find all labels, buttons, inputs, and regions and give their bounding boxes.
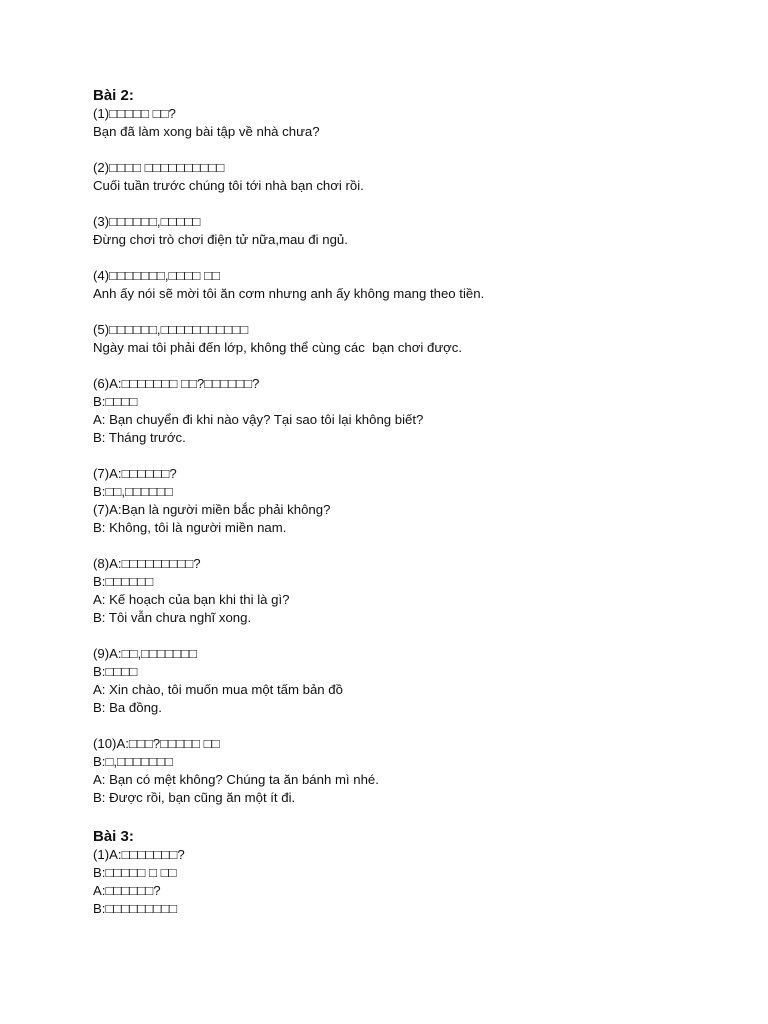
section-heading: Bài 2: <box>93 87 134 104</box>
exercise-line: B:□□□□□□□□□ <box>93 901 178 916</box>
exercise-line: B: Được rồi, bạn cũng ăn một ít đi. <box>93 790 296 805</box>
exercise-line: (5)□□□□□□,□□□□□□□□□□□ <box>93 322 249 337</box>
exercise-line: A: Bạn chuyển đi khi nào vậy? Tại sao tôi lại không biết? <box>93 412 424 427</box>
exercise-line: Bạn đã làm xong bài tập về nhà chưa? <box>93 124 320 139</box>
exercise-item <box>93 735 733 807</box>
exercise-list <box>93 846 733 918</box>
exercise-line: A: Bạn có mệt không? Chúng ta ăn bánh mì nhé. <box>93 772 379 787</box>
exercise-item <box>93 159 733 195</box>
exercise-line: (7)A:□□□□□□? <box>93 466 177 481</box>
exercise-line: (4)□□□□□□□,□□□□ □□ <box>93 268 220 283</box>
exercise-line: (2)□□□□ □□□□□□□□□□ <box>93 160 225 175</box>
exercise-line: B:□,□□□□□□□ <box>93 754 173 769</box>
exercise-line: (10)A:□□□?□□□□□ □□ <box>93 736 220 751</box>
exercise-line: B: Tháng trước. <box>93 430 186 445</box>
exercise-line: A: Kế hoạch của bạn khi thi là gì? <box>93 592 290 607</box>
exercise-item <box>93 105 733 141</box>
exercise-item <box>93 465 733 537</box>
exercise-line: B: Không, tôi là người miền nam. <box>93 520 287 535</box>
document-content <box>93 86 733 918</box>
exercise-line: A: Xin chào, tôi muốn mua một tấm bản đồ <box>93 682 343 697</box>
exercise-line: (8)A:□□□□□□□□□? <box>93 556 201 571</box>
exercise-line: A:□□□□□□? <box>93 883 161 898</box>
exercise-line: B:□□,□□□□□□ <box>93 484 173 499</box>
exercise-line: (9)A:□□,□□□□□□□ <box>93 646 197 661</box>
section-bai-2 <box>93 86 733 807</box>
exercise-line: B:□□□□□ □ □□ <box>93 865 177 880</box>
exercise-item <box>93 375 733 447</box>
exercise-line: Anh ấy nói sẽ mời tôi ăn cơm nhưng anh ấy không mang theo tiền. <box>93 286 485 301</box>
exercise-line: B:□□□□ <box>93 664 138 679</box>
exercise-line: B: Tôi vẫn chưa nghĩ xong. <box>93 610 252 625</box>
exercise-line: (6)A:□□□□□□□ □□?□□□□□□? <box>93 376 260 391</box>
exercise-line: (1)□□□□□ □□? <box>93 106 176 121</box>
exercise-line: Đừng chơi trò chơi điện tử nữa,mau đi ngủ. <box>93 232 348 247</box>
exercise-line: (3)□□□□□□,□□□□□ <box>93 214 201 229</box>
exercise-line: (1)A:□□□□□□□? <box>93 847 185 862</box>
exercise-list <box>93 105 733 807</box>
exercise-item <box>93 267 733 303</box>
exercise-line: B:□□□□ <box>93 394 138 409</box>
exercise-line: (7)A:Bạn là người miền bắc phải không? <box>93 502 331 517</box>
exercise-line: B: Ba đồng. <box>93 700 162 715</box>
exercise-line: B:□□□□□□ <box>93 574 154 589</box>
exercise-line: Ngày mai tôi phải đến lớp, không thể cùng các bạn chơi được. <box>93 340 463 355</box>
exercise-item <box>93 555 733 627</box>
section-heading: Bài 3: <box>93 828 134 845</box>
section-bai-3 <box>93 827 733 918</box>
exercise-item <box>93 213 733 249</box>
exercise-line: Cuối tuần trước chúng tôi tới nhà bạn chơi rồi. <box>93 178 364 193</box>
exercise-item <box>93 321 733 357</box>
exercise-item <box>93 645 733 717</box>
